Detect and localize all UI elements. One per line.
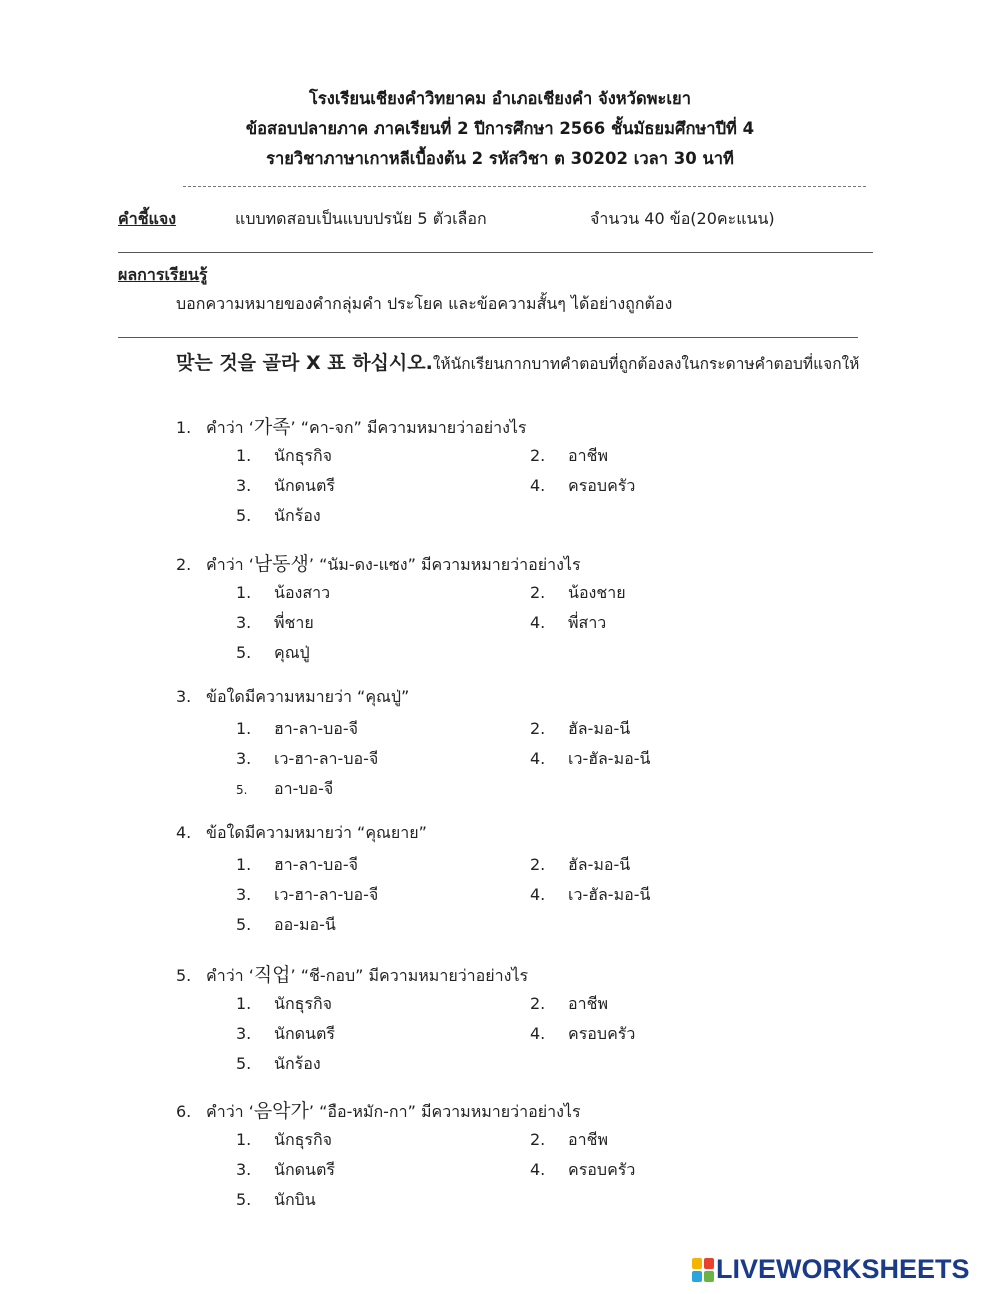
option-text: ออ-มอ-นี	[274, 915, 336, 934]
option-number: 4.	[530, 476, 546, 495]
option-number: 1.	[236, 994, 252, 1013]
option-text: อาชีพ	[568, 1130, 608, 1149]
option-text: พี่สาว	[568, 613, 607, 632]
question-prefix: คำว่า ‘	[206, 555, 254, 574]
subject-title: รายวิชาภาษาเกาหลีเบื้องต้น 2 รหัสวิชา ต 30202 เวลา 30 นาที	[266, 149, 734, 168]
option-number: 1.	[236, 583, 252, 602]
option-text: อาชีพ	[568, 446, 608, 465]
divider	[118, 252, 873, 253]
option-text: นักร้อง	[274, 1054, 321, 1073]
option-5	[236, 1052, 321, 1077]
option-1	[236, 444, 332, 469]
option-3	[236, 1158, 335, 1183]
school-title: โรงเรียนเชียงคำวิทยาคม อำเภอเชียงคำ จังหวัดพะเยา	[309, 89, 691, 108]
option-text: ครอบครัว	[568, 1160, 636, 1179]
option-text: ครอบครัว	[568, 1024, 636, 1043]
option-text: นักธุรกิจ	[274, 446, 333, 465]
option-number: 2.	[530, 583, 546, 602]
option-text: นักดนตรี	[274, 476, 335, 495]
option-number: 4.	[530, 885, 546, 904]
option-number: 5.	[236, 506, 252, 525]
question-number: 4.	[176, 823, 192, 842]
option-4	[530, 1022, 635, 1047]
option-text: ฮา-ลา-บอ-จี	[274, 855, 358, 874]
option-text: พี่ชาย	[274, 613, 314, 632]
option-text: อาชีพ	[568, 994, 608, 1013]
option-text: เว-ฮัล-มอ-นี	[568, 885, 651, 904]
question-korean-word: 가족	[253, 416, 291, 438]
option-number: 3.	[236, 1024, 252, 1043]
question-suffix: ’ “นัม-ดง-แซง” มีความหมายว่าอย่างไร	[308, 555, 581, 574]
learning-outcome-text: บอกความหมายของคำกลุ่มคำ ประโยค และข้อความสั้นๆ ได้อย่างถูกต้อง	[176, 294, 673, 313]
option-2	[530, 853, 630, 878]
header-divider	[183, 186, 866, 187]
option-5	[236, 913, 336, 938]
divider	[118, 337, 858, 338]
option-number: 1.	[236, 446, 252, 465]
option-text: เว-ฮา-ลา-บอ-จี	[274, 885, 379, 904]
option-text: เว-ฮัล-มอ-นี	[568, 749, 651, 768]
question-korean-word: 남동생	[253, 553, 309, 575]
option-number: 5.	[236, 643, 252, 662]
option-text: ฮา-ลา-บอ-จี	[274, 719, 358, 738]
question-korean-word: 음악가	[253, 1100, 309, 1122]
option-number: 2.	[530, 855, 546, 874]
option-1	[236, 992, 332, 1017]
option-2	[530, 444, 608, 469]
directive-thai: ให้นักเรียนกากบาทคำตอบที่ถูกต้องลงในกระดาษคำตอบที่แจกให้	[432, 355, 860, 373]
option-text: ฮัล-มอ-นี	[568, 855, 631, 874]
option-4	[530, 883, 650, 908]
option-text: น้องสาว	[274, 583, 331, 602]
option-2	[530, 992, 608, 1017]
option-text: คุณปู่	[274, 643, 310, 662]
option-text: น้องชาย	[568, 583, 626, 602]
option-text: ครอบครัว	[568, 476, 636, 495]
instructions-count: จำนวน 40 ข้อ(20คะแนน)	[590, 209, 775, 228]
option-number: 4.	[530, 1160, 546, 1179]
option-text: ฮัล-มอ-นี	[568, 719, 631, 738]
option-text: นักบิน	[274, 1190, 316, 1209]
exam-title: ข้อสอบปลายภาค ภาคเรียนที่ 2 ปีการศึกษา 2566 ชั้นมัธยมศึกษาปีที่ 4	[245, 119, 755, 138]
option-number: 3.	[236, 1160, 252, 1179]
learning-outcome-label: ผลการเรียนรู้	[118, 265, 208, 284]
option-number: 4.	[530, 613, 546, 632]
option-number: 4.	[530, 1024, 546, 1043]
option-number: 5.	[236, 1054, 252, 1073]
directive	[176, 348, 859, 376]
option-4	[530, 1158, 635, 1183]
question-number: 2.	[176, 555, 192, 574]
question-korean-word: 직업	[253, 964, 291, 986]
option-3	[236, 1022, 335, 1047]
option-number: 5.	[236, 915, 252, 934]
question-prefix: คำว่า ‘	[206, 1102, 254, 1121]
option-text: นักดนตรี	[274, 1024, 335, 1043]
option-text: นักธุรกิจ	[274, 994, 333, 1013]
option-3	[236, 474, 335, 499]
instructions-label: คำชี้แจง	[118, 209, 177, 228]
question-prefix: คำว่า ‘	[206, 966, 254, 985]
question-prefix: คำว่า ‘	[206, 418, 254, 437]
option-4	[530, 474, 635, 499]
question-suffix: ’ “ชี-กอบ” มีความหมายว่าอย่างไร	[290, 966, 529, 985]
option-number: 3.	[236, 885, 252, 904]
brand-name: LIVEWORKSHEETS	[716, 1254, 970, 1284]
option-5	[236, 504, 321, 529]
option-1	[236, 853, 358, 878]
option-number: 2.	[530, 1130, 546, 1149]
question-5	[176, 960, 528, 989]
question-number: 1.	[176, 418, 192, 437]
option-number: 2.	[530, 446, 546, 465]
option-number: 2.	[530, 994, 546, 1013]
option-3	[236, 611, 314, 636]
question-prefix: ข้อใดมีความหมายว่า “คุณยาย”	[206, 823, 427, 842]
option-text: อา-บอ-จี	[274, 779, 334, 798]
option-number: 1.	[236, 1130, 252, 1149]
option-text: นักธุรกิจ	[274, 1130, 333, 1149]
question-number: 6.	[176, 1102, 192, 1121]
option-number: 5.	[236, 783, 248, 797]
option-number: 2.	[530, 719, 546, 738]
question-number: 5.	[176, 966, 192, 985]
option-4	[530, 611, 606, 636]
liveworksheets-logo-icon	[692, 1258, 714, 1282]
option-number: 5.	[236, 1190, 252, 1209]
question-6	[176, 1096, 581, 1125]
directive-korean: 맞는 것을 골라 X 표 하십시오.	[176, 352, 433, 374]
question-3	[176, 685, 409, 710]
question-suffix: ’ “คา-จก” มีความหมายว่าอย่างไร	[290, 418, 527, 437]
option-4	[530, 747, 650, 772]
liveworksheets-logo	[692, 1254, 970, 1285]
instructions-text: แบบทดสอบเป็นแบบปรนัย 5 ตัวเลือก	[235, 209, 487, 228]
option-5	[236, 777, 333, 802]
option-1	[236, 1128, 332, 1153]
question-4	[176, 821, 427, 846]
option-2	[530, 1128, 608, 1153]
option-2	[530, 581, 626, 606]
option-number: 1.	[236, 719, 252, 738]
option-2	[530, 717, 630, 742]
option-text: นักร้อง	[274, 506, 321, 525]
option-number: 3.	[236, 749, 252, 768]
question-prefix: ข้อใดมีความหมายว่า “คุณปู่”	[206, 687, 410, 706]
question-2	[176, 549, 581, 578]
question-1	[176, 412, 527, 441]
option-5	[236, 641, 310, 666]
question-number: 3.	[176, 687, 192, 706]
option-1	[236, 717, 358, 742]
option-number: 3.	[236, 613, 252, 632]
option-number: 1.	[236, 855, 252, 874]
option-text: เว-ฮา-ลา-บอ-จี	[274, 749, 379, 768]
option-5	[236, 1188, 316, 1213]
question-suffix: ’ “อือ-หมัก-กา” มีความหมายว่าอย่างไร	[308, 1102, 581, 1121]
option-3	[236, 747, 378, 772]
option-3	[236, 883, 378, 908]
option-1	[236, 581, 330, 606]
option-number: 4.	[530, 749, 546, 768]
option-number: 3.	[236, 476, 252, 495]
option-text: นักดนตรี	[274, 1160, 335, 1179]
